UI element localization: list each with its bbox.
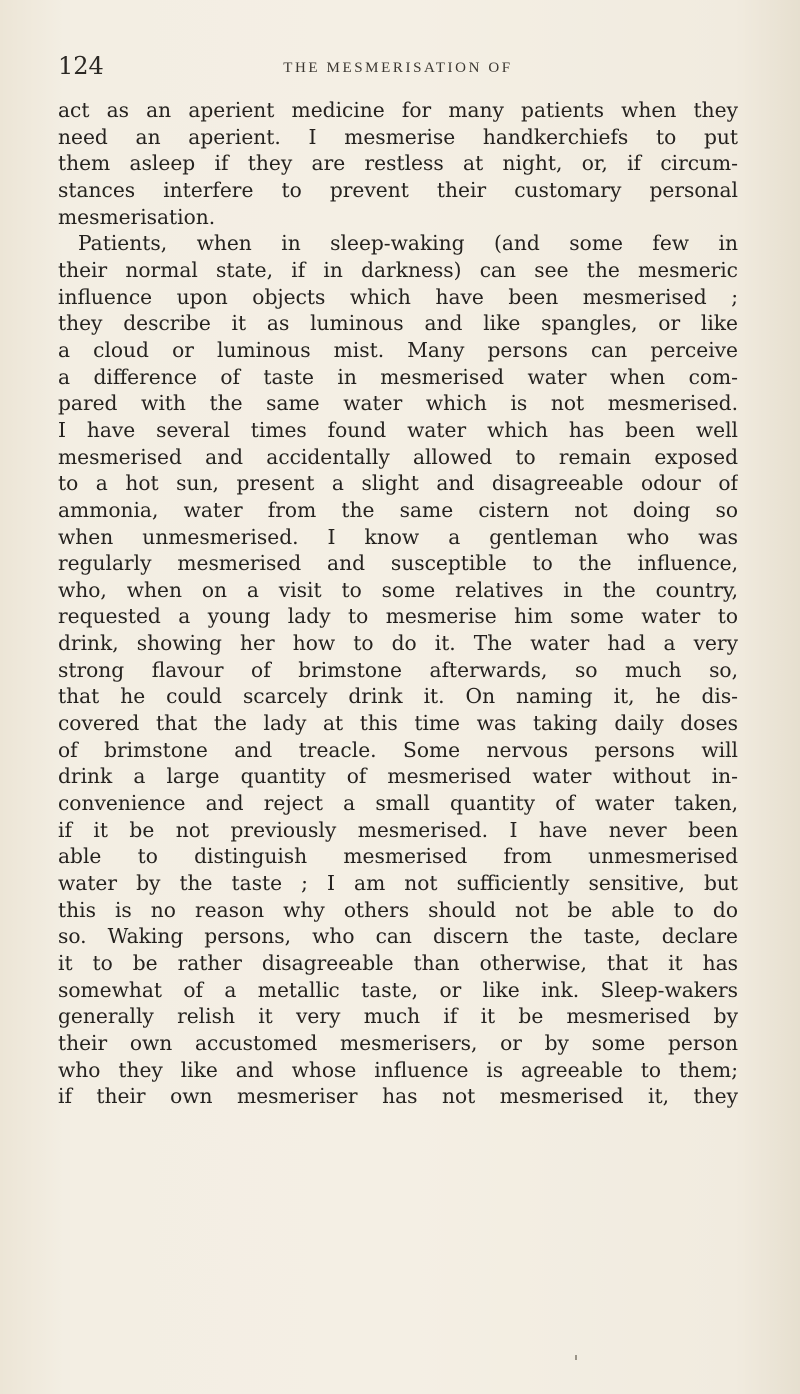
text-line: mesmerisation. — [58, 204, 216, 229]
running-head: THE MESMERISATION OF — [283, 60, 513, 76]
text-line: somewhat of a metallic taste, or like ink. Sleep-wakers — [58, 977, 738, 1002]
text-line: if their own mesmeriser has not mesmerised it, they — [58, 1084, 738, 1109]
text-line: to a hot sun, present a slight and disagreeable odour of — [58, 471, 738, 496]
text-line: influence upon objects which have been mesmerised ; — [58, 284, 738, 309]
text-line: if it be not previously mesmerised. I have never been — [58, 817, 738, 842]
text-line: drink a large quantity of mesmerised water without in- — [58, 764, 738, 789]
text-line: so. Waking persons, who can discern the taste, declare — [58, 924, 738, 949]
page-number: 124 — [58, 52, 104, 80]
text-line: them asleep if they are restless at night, or, if circum- — [58, 151, 738, 176]
text-line: a difference of taste in mesmerised water when com- — [58, 364, 738, 389]
text-line: of brimstone and treacle. Some nervous persons will — [58, 737, 738, 762]
page-header — [58, 48, 738, 88]
text-line: it to be rather disagreeable than otherwise, that it has — [58, 951, 738, 975]
text-line: ammonia, water from the same cistern not doing so — [58, 497, 738, 522]
text-line: generally relish it very much if it be mesmerised by — [58, 1004, 738, 1029]
text-line: a cloud or luminous mist. Many persons can perceive — [58, 337, 738, 362]
text-line: I have several times found water which has been well — [58, 417, 738, 442]
text-line: who they like and whose influence is agreeable to them; — [58, 1057, 738, 1082]
text-line: requested a young lady to mesmerise him some water to — [58, 604, 738, 629]
text-line: need an aperient. I mesmerise handkerchiefs to put — [58, 124, 738, 149]
text-line: mesmerised and accidentally allowed to remain exposed — [58, 444, 738, 469]
body-text — [58, 97, 738, 1110]
text-line: convenience and reject a small quantity of water taken, — [58, 791, 738, 816]
text-line: who, when on a visit to some relatives in the country, — [58, 577, 738, 602]
text-line: able to distinguish mesmerised from unmesmerised — [58, 844, 738, 869]
text-line: this is no reason why others should not be able to do — [58, 897, 738, 922]
text-line: stances interfere to prevent their customary personal — [58, 177, 738, 202]
text-line: regularly mesmerised and susceptible to the influence, — [58, 551, 738, 576]
text-line: covered that the lady at this time was taking daily doses — [58, 711, 738, 736]
text-line: their normal state, if in darkness) can see the mesmeric — [58, 257, 738, 282]
text-line: they describe it as luminous and like spangles, or like — [58, 311, 738, 336]
text-line: Patients, when in sleep-waking (and some few in — [78, 231, 738, 256]
text-line: that he could scarcely drink it. On naming it, he dis- — [58, 684, 738, 709]
text-line: strong flavour of brimstone afterwards, so much so, — [58, 657, 738, 682]
text-line: water by the taste ; I am not sufficiently sensitive, but — [58, 871, 738, 896]
text-line: pared with the same water which is not mesmerised. — [58, 391, 738, 416]
text-line: when unmesmerised. I know a gentleman who was — [58, 524, 738, 549]
text-line: drink, showing her how to do it. The water had a very — [58, 631, 738, 656]
text-line: their own accustomed mesmerisers, or by some person — [58, 1030, 738, 1055]
text-line: act as an aperient medicine for many patients when they — [58, 98, 738, 122]
paper-speck — [575, 1355, 577, 1360]
